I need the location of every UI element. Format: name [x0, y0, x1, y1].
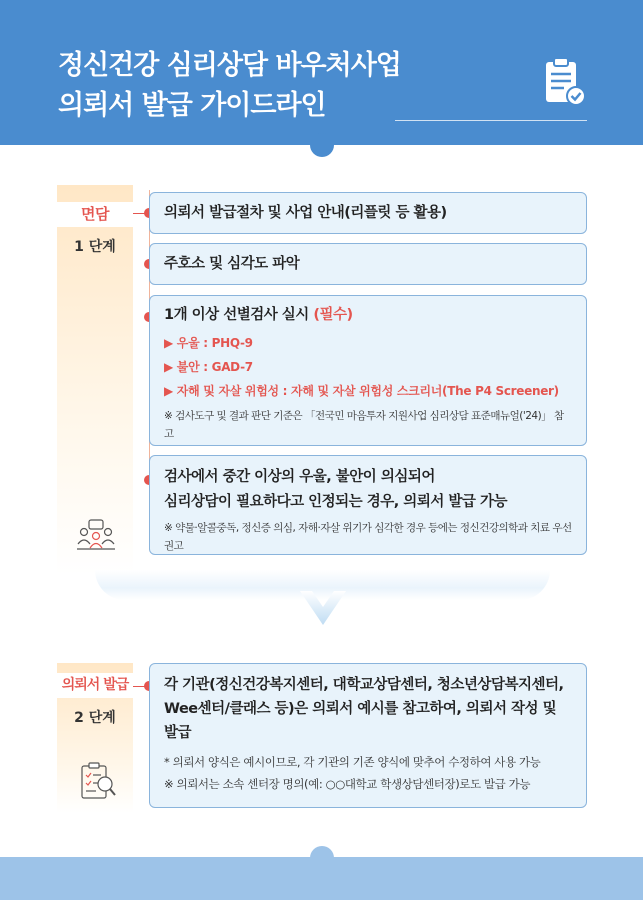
issue-line-1: 각 기관(정신건강복지센터, 대학교상담센터, 청소년상담복지센터, [164, 677, 564, 693]
screening-item: ▶ 불안 : GAD-7 [164, 360, 253, 374]
header-banner [0, 0, 643, 145]
screening-note: ※ 검사도구 및 결과 판단 기준은 「전국민 마음투자 지원사업 심리상담 표준매뉴얼('24)」 참고 [164, 410, 564, 440]
step1-box-complaint [149, 243, 587, 285]
eligibility-note: ※ 약물·알콜중독, 정신증 의심, 자해·자살 위기가 심각한 경우 등에는 정신건강의학과 치료 우선 권고 [164, 522, 572, 552]
clipboard-check-icon [538, 56, 590, 112]
page-title [58, 46, 401, 126]
step1-number: 1 단계 [74, 239, 116, 255]
step1-box-eligibility [149, 455, 587, 555]
title-line-1: 정신건강 심리상담 바우처사업 [58, 50, 401, 81]
eligibility-line-1: 검사에서 중간 이상의 우울, 불안이 의심되어 [164, 469, 435, 485]
header-divider [395, 120, 587, 121]
issue-note-1: * 의뢰서 양식은 예시이므로, 각 기관의 기존 양식에 맞추어 수정하여 사용 가능 [164, 755, 541, 769]
step1-box-guide [149, 192, 587, 234]
screening-item: ▶ 우울 : PHQ-9 [164, 336, 253, 350]
down-arrow-icon [300, 587, 346, 633]
group-meeting-icon [76, 518, 116, 556]
footer-band [0, 857, 643, 900]
step1-box-screening [149, 295, 587, 446]
issue-line-2: Wee센터/클래스 등)은 의뢰서 예시를 참고하여, 의뢰서 작성 및 [164, 701, 557, 717]
box-text: 의뢰서 발급절차 및 사업 안내(리플릿 등 활용) [164, 205, 447, 221]
box-text: 주호소 및 심각도 파악 [164, 256, 300, 272]
screening-item: ▶ 자해 및 자살 위험성 : 자해 및 자살 위험성 스크리너(The P4 Screener) [164, 384, 559, 398]
step2-box-issue [149, 663, 587, 808]
checklist-magnifier-icon [79, 762, 117, 806]
step1-column [57, 185, 133, 575]
required-label: (필수) [313, 307, 353, 323]
eligibility-line-2: 심리상담이 필요하다고 인정되는 경우, 의뢰서 발급 가능 [164, 494, 507, 510]
issue-line-3: 발급 [164, 725, 192, 741]
step2-tag: 의뢰서 발급 [57, 673, 133, 698]
step2-number: 2 단계 [74, 710, 116, 726]
header-notch [310, 133, 334, 157]
step1-tag: 면담 [57, 202, 133, 227]
box-text [164, 304, 572, 327]
issue-note-2: ※ 의뢰서는 소속 센터장 명의(예: ○○대학교 학생상담센터장)로도 발급 가능 [164, 777, 531, 791]
screening-title: 1개 이상 선별검사 실시 [164, 307, 309, 323]
title-line-2: 의뢰서 발급 가이드라인 [58, 90, 326, 121]
